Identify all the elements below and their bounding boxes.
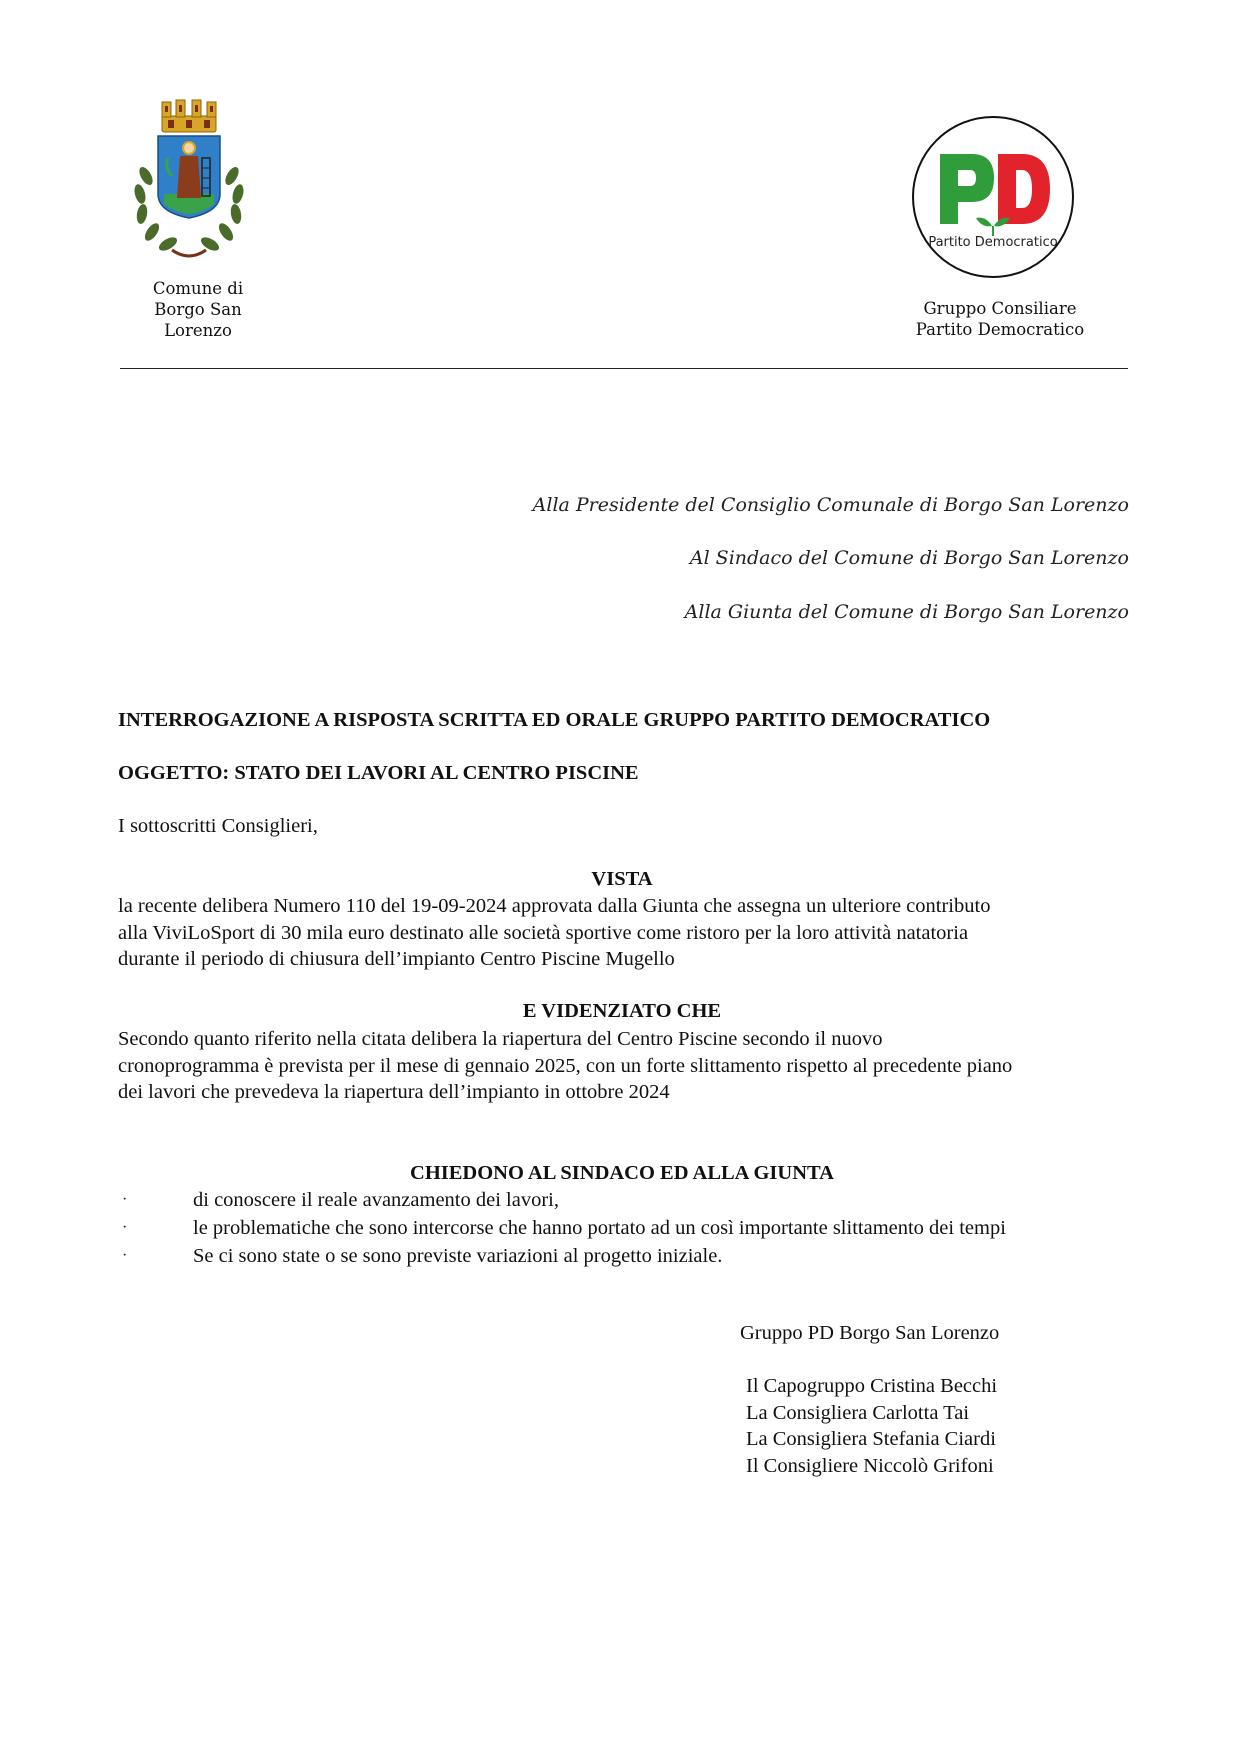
evidenziato-line: Secondo quanto riferito nella citata delibera la riapertura del Centro Piscine secondo il nuovo xyxy=(118,1028,883,1050)
pd-logo-caption: Partito Democratico xyxy=(928,235,1058,250)
list-item xyxy=(118,1243,1138,1271)
list-item-text: le problematiche che sono intercorse che hanno portato ad un così importante slittamento dei tempi xyxy=(193,1217,1006,1239)
intro-line: I sottoscritti Consiglieri, xyxy=(118,815,318,837)
document-subject: OGGETTO: STATO DEI LAVORI AL CENTRO PISCINE xyxy=(118,762,639,784)
gruppo-label xyxy=(880,298,1120,340)
signatory: La Consigliera Stefania Ciardi xyxy=(746,1428,996,1450)
list-item-text: di conoscere il reale avanzamento dei lavori, xyxy=(193,1189,559,1211)
list-item xyxy=(118,1187,1138,1215)
vista-line: durante il periodo di chiusura dell’impianto Centro Piscine Mugello xyxy=(118,948,675,970)
bullet-icon: · xyxy=(122,1247,128,1264)
list-item xyxy=(118,1215,1138,1243)
list-item-text: Se ci sono state o se sono previste variazioni al progetto iniziale. xyxy=(193,1245,723,1267)
evidenziato-heading: E VIDENZIATO CHE xyxy=(522,1000,722,1022)
gruppo-line-1: Gruppo Consiliare xyxy=(923,299,1077,318)
addressee-giunta: Alla Giunta del Comune di Borgo San Lorenzo xyxy=(684,601,1129,623)
bullet-icon: · xyxy=(122,1219,128,1236)
bullet-icon: · xyxy=(122,1191,128,1208)
comune-label xyxy=(118,278,278,341)
header-divider xyxy=(120,368,1128,369)
coat-of-arms-icon xyxy=(124,98,254,263)
evidenziato-line: dei lavori che prevedeva la riapertura dell’impianto in ottobre 2024 xyxy=(118,1081,670,1103)
signatory: Il Capogruppo Cristina Becchi xyxy=(746,1375,998,1397)
addressee-sindaco: Al Sindaco del Comune di Borgo San Lorenzo xyxy=(689,547,1129,569)
chiedono-heading: CHIEDONO AL SINDACO ED ALLA GIUNTA xyxy=(410,1162,834,1184)
signatory: Il Consigliere Niccolò Grifoni xyxy=(746,1454,994,1477)
chiedono-list xyxy=(118,1187,1138,1271)
vista-paragraph xyxy=(118,893,1138,973)
addressee-presidente: Alla Presidente del Consiglio Comunale di Borgo San Lorenzo xyxy=(532,494,1129,516)
vista-line: la recente delibera Numero 110 del 19-09-2024 approvata dalla Giunta che assegna un ulteriore contributo xyxy=(118,895,991,917)
vista-line: alla ViviLoSport di 30 mila euro destinato alle società sportive come ristoro per la loro attività natatoria xyxy=(118,921,969,944)
vista-heading: VISTA xyxy=(591,868,653,890)
evidenziato-paragraph xyxy=(118,1026,1138,1106)
comune-line-2: Borgo San Lorenzo xyxy=(154,300,242,340)
comune-line-1: Comune di xyxy=(152,279,244,298)
gruppo-line-2: Partito Democratico xyxy=(915,320,1085,339)
evidenziato-line: cronoprogramma è prevista per il mese di gennaio 2025, con un forte slittamento rispetto al precedente piano xyxy=(118,1054,1013,1077)
pd-logo-icon xyxy=(910,114,1076,280)
signature-group: Gruppo PD Borgo San Lorenzo xyxy=(740,1322,1000,1344)
signatory: La Consigliera Carlotta Tai xyxy=(746,1401,970,1424)
signature-names xyxy=(746,1373,997,1479)
document-title: INTERROGAZIONE A RISPOSTA SCRITTA ED ORALE GRUPPO PARTITO DEMOCRATICO xyxy=(118,709,991,731)
